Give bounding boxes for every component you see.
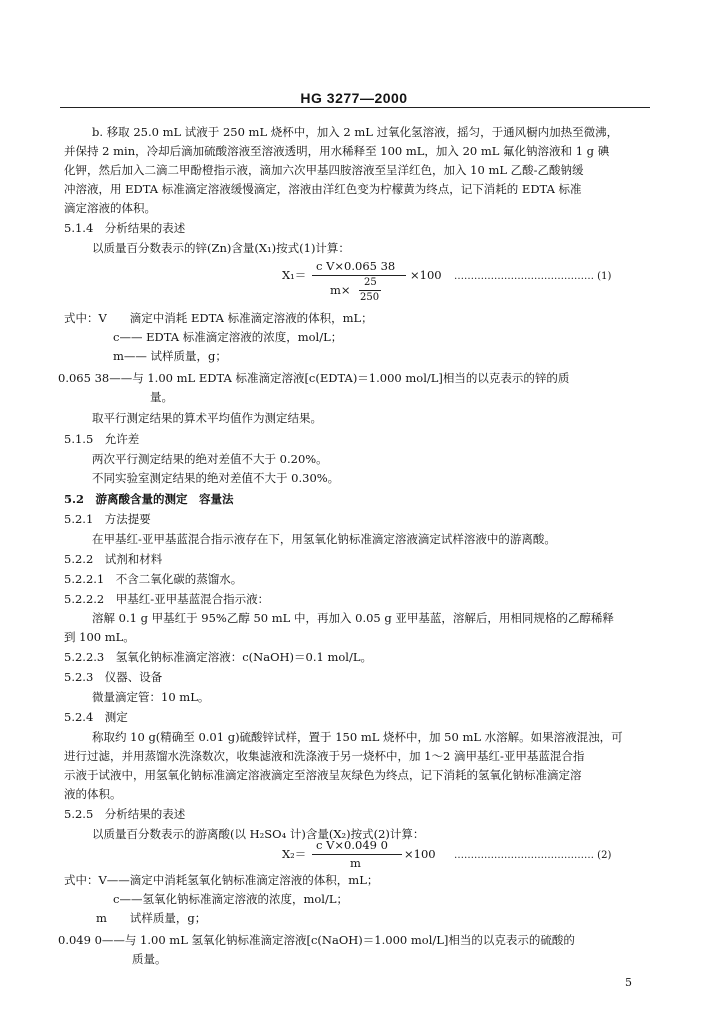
text-line: 式中：V 滴定中消耗 EDTA 标准滴定溶液的体积，mL； [64,311,373,325]
section-heading: 5.2.3 仪器、设备 [64,670,163,684]
text-line: 示液于试液中，用氢氧化钠标准滴定溶液滴定至溶液呈灰绿色为终点，记下消耗的氢氧化钠标准滴定溶 [64,768,582,782]
section-heading: 5.1.5 允许差 [64,432,140,446]
text-line: 两次平行测定结果的绝对差值不大于 0.20%。 [92,452,328,466]
text-line: c—— EDTA 标准滴定溶液的浓度，mol/L； [113,330,343,344]
text-line: 0.065 38——与 1.00 mL EDTA 标准滴定溶液[c(EDTA)＝1.000 mol/L]相当的以克表示的锌的质 [58,371,570,385]
section-heading: 5.2.4 测定 [64,710,128,724]
text-line: m—— 试样质量，g； [113,349,227,363]
text-line: 液的体积。 [64,787,122,801]
text-line: 取平行测定结果的算术平均值作为测定结果。 [92,411,322,425]
text-line: 称取约 10 g(精确至 0.01 g)硫酸锌试样，置于 150 mL 烧杯中，加 50 mL 水溶解。如果溶液混浊，可 [92,730,623,744]
text-line: 微量滴定管：10 mL。 [92,690,210,704]
text-line: 5.2.2.1 不含二氧化碳的蒸馏水。 [64,572,243,586]
text-line: 0.049 0——与 1.00 mL 氢氧化钠标准滴定溶液[c(NaOH)＝1.000 mol/L]相当的以克表示的硫酸的 [58,933,575,947]
text-line: 以质量百分数表示的游离酸(以 H₂SO₄ 计)含量(X₂)按式(2)计算： [92,827,425,841]
text-line: 质量。 [132,952,167,966]
text-line: 冲溶液，用 EDTA 标准滴定溶液缓慢滴定，溶液由洋红色变为柠檬黄为终点，记下消耗的 EDTA 标准 [64,182,582,196]
text-line: 式中：V——滴定中消耗氢氧化钠标准滴定溶液的体积，mL； [64,873,379,887]
text-line: 5.2.2.3 氢氧化钠标准滴定溶液：c(NaOH)＝0.1 mol/L。 [64,650,372,664]
section-heading: 5.2.2 试剂和材料 [64,552,163,566]
text-line: 溶解 0.1 g 甲基红于 95%乙醇 50 mL 中，再加入 0.05 g 亚甲基蓝，溶解后，用相同规格的乙醇稀释 [92,611,614,625]
text-line: m 试样质量，g； [96,911,207,925]
text-line: 化钾，然后加入二滴二甲酚橙指示液，滴加六次甲基四胺溶液至呈洋红色，加入 10 mL 乙酸-乙酸钠缓 [64,163,584,177]
standard-header: HG 3277—2000 [300,90,408,106]
page-number: 5 [625,976,632,989]
header-rule [60,107,650,108]
text-line: 在甲基红-亚甲基蓝混合指示液存在下，用氢氧化钠标准滴定溶液滴定试样溶液中的游离酸。 [92,532,556,546]
equation-number: …………………………………… (2) [454,850,612,861]
text-line: 以质量百分数表示的锌(Zn)含量(X₁)按式(1)计算： [92,241,350,255]
text-line: c——氢氧化钠标准滴定溶液的浓度，mol/L； [113,892,348,906]
section-heading: 5.2.1 方法提要 [64,512,151,526]
text-line: 滴定溶液的体积。 [64,201,156,215]
section-heading: 5.1.4 分析结果的表述 [64,221,186,235]
text-line: 到 100 mL。 [64,630,135,644]
text-line: 5.2.2.2 甲基红-亚甲基蓝混合指示液： [64,592,270,606]
text-line: b. 移取 25.0 mL 试液于 250 mL 烧杯中，加入 2 mL 过氧化氢溶液，摇匀，于通风橱内加热至微沸， [92,125,619,139]
text-line: 进行过滤，并用蒸馏水洗涤数次，收集滤液和洗涤液于另一烧杯中，加 1～2 滴甲基红-亚甲基蓝混合指 [64,749,585,763]
text-line: 并保持 2 min，冷却后滴加硫酸溶液至溶液透明，用水稀释至 100 mL，加入 20 mL 氟化钠溶液和 1 g 碘 [64,144,610,158]
equation-number: …………………………………… (1) [454,271,612,282]
section-heading: 5.2 游离酸含量的测定 容量法 [64,492,234,506]
text-line: 不同实验室测定结果的绝对差值不大于 0.30%。 [92,471,340,485]
text-line: 量。 [150,390,173,404]
section-heading: 5.2.5 分析结果的表述 [64,807,186,821]
